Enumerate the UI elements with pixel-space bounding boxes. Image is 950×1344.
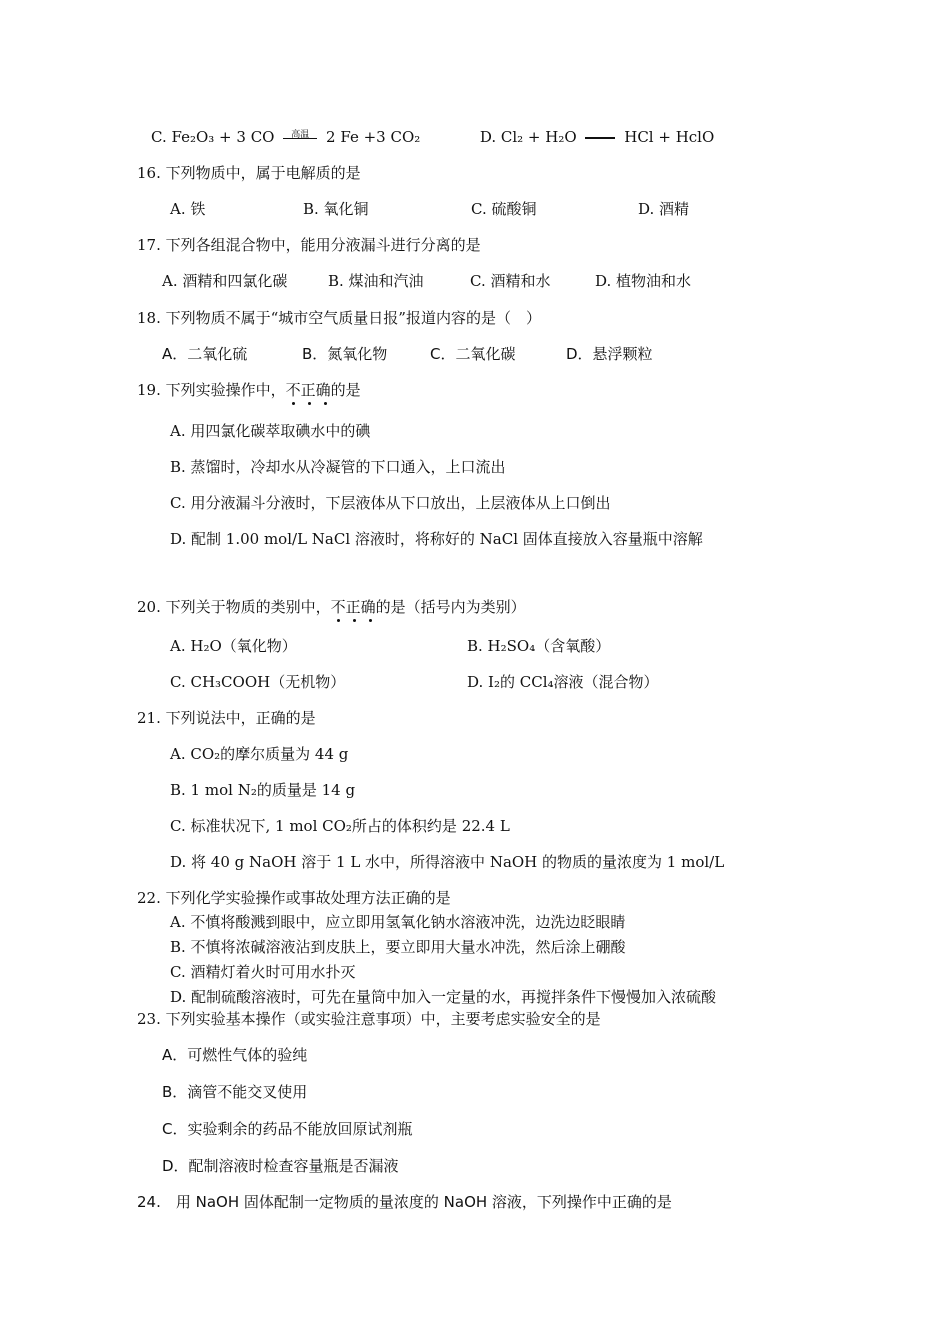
q16-option-d: D. 酒精 [638, 200, 690, 218]
q18-stem: 18. 下列物质不属于“城市空气质量日报”报道内容的是（ ） [137, 309, 541, 327]
q23-option-c: C．实验剩余的药品不能放回原试剂瓶 [162, 1120, 413, 1138]
emphasis-dot [353, 619, 356, 622]
q23-option-a: A．可燃性气体的验纯 [162, 1046, 308, 1064]
q20-stem-emphasis [331, 598, 376, 616]
q20-stem-pre: 20. 下列关于物质的类别中， [137, 598, 331, 616]
q15-option-d-lhs: Cl₂ + H₂O [500, 128, 577, 146]
q20-emphasis-text: 不正确 [330, 598, 376, 616]
reaction-arrow-high-temp [283, 129, 317, 140]
q16-stem: 16. 下列物质中，属于电解质的是 [137, 164, 361, 182]
q19-stem-post: 的是 [330, 381, 361, 399]
q23-option-b: B．滴管不能交叉使用 [162, 1083, 308, 1101]
q16-option-a: A. 铁 [170, 200, 206, 218]
q19-option-c: C. 用分液漏斗分液时，下层液体从下口放出，上层液体从上口倒出 [170, 494, 611, 512]
q22-option-d: D. 配制硫酸溶液时，可先在量筒中加入一定量的水，再搅拌条件下慢慢加入浓硫酸 [170, 988, 717, 1006]
q18-option-b: B．氮氧化物 [302, 345, 388, 363]
q21-option-b: B. 1 mol N₂的质量是 14 g [170, 781, 356, 799]
q17-option-a: A. 酒精和四氯化碳 [162, 272, 288, 290]
q20-option-a: A. H₂O（氧化物） [170, 637, 297, 655]
reaction-condition: 高温 [291, 129, 310, 140]
q24-stem: 24. 用 NaOH 固体配制一定物质的量浓度的 NaOH 溶液，下列操作中正确的是 [137, 1193, 672, 1211]
q19-stem-pre: 19. 下列实验操作中， [137, 381, 286, 399]
q20-option-c: C. CH₃COOH（无机物） [170, 673, 346, 691]
q19-stem [137, 380, 361, 400]
q22-option-a: A. 不慎将酸溅到眼中，应立即用氢氧化钠水溶液冲洗，边洗边眨眼睛 [170, 913, 626, 931]
q22-stem: 22. 下列化学实验操作或事故处理方法正确的是 [137, 889, 451, 907]
q17-option-c: C. 酒精和水 [470, 272, 551, 290]
q20-stem [137, 597, 526, 617]
emphasis-dot [369, 619, 372, 622]
q21-option-d: D. 将 40 g NaOH 溶于 1 L 水中，所得溶液中 NaOH 的物质的量浓度为 1 mol/L [170, 853, 725, 871]
q15-option-d-rhs: HCl + HclO [624, 128, 715, 146]
q21-option-c: C. 标准状况下, 1 mol CO₂所占的体积约是 22.4 L [170, 817, 510, 835]
q23-option-d: D．配制溶液时检查容量瓶是否漏液 [162, 1157, 399, 1175]
q19-stem-emphasis [286, 381, 331, 399]
q21-stem: 21. 下列说法中，正确的是 [137, 709, 316, 727]
emphasis-dot [308, 402, 311, 405]
q19-option-b: B. 蒸馏时，冷却水从冷凝管的下口通入，上口流出 [170, 458, 506, 476]
emphasis-dot [337, 619, 340, 622]
q20-stem-post: 的是（括号内为类别） [375, 598, 526, 616]
q17-stem: 17. 下列各组混合物中，能用分液漏斗进行分离的是 [137, 236, 481, 254]
q15-option-d-label: D. [479, 128, 497, 146]
q18-option-c: C．二氧化碳 [430, 345, 516, 363]
q16-option-b: B. 氧化铜 [303, 200, 369, 218]
q22-option-c: C. 酒精灯着火时可用水扑灭 [170, 963, 356, 981]
q15-option-c-rhs: 2 Fe +3 CO₂ [326, 128, 421, 146]
emphasis-dot [324, 402, 327, 405]
q15-options-line [151, 127, 714, 147]
q15-option-c-label: C. [151, 128, 167, 146]
q16-option-c: C. 硫酸铜 [471, 200, 537, 218]
q22-option-b: B. 不慎将浓碱溶液沾到皮肤上，要立即用大量水冲洗，然后涂上硼酸 [170, 938, 626, 956]
emphasis-dot [292, 402, 295, 405]
reaction-equilibrium-line [585, 137, 615, 139]
q18-option-a: A．二氧化硫 [162, 345, 248, 363]
q21-option-a: A. CO₂的摩尔质量为 44 g [170, 745, 349, 763]
q19-emphasis-text: 不正确 [285, 381, 331, 399]
q23-stem: 23. 下列实验基本操作（或实验注意事项）中，主要考虑实验安全的是 [137, 1010, 601, 1028]
q20-option-d: D. I₂的 CCl₄溶液（混合物） [467, 673, 659, 691]
q19-option-a: A. 用四氯化碳萃取碘水中的碘 [170, 422, 371, 440]
q17-option-b: B. 煤油和汽油 [328, 272, 424, 290]
q17-option-d: D. 植物油和水 [595, 272, 692, 290]
q20-option-b: B. H₂SO₄（含氧酸） [467, 637, 611, 655]
q15-option-c-lhs: Fe₂O₃ + 3 CO [171, 128, 275, 146]
q19-option-d: D. 配制 1.00 mol/L NaCl 溶液时，将称好的 NaCl 固体直接放入容量瓶中溶解 [170, 530, 703, 548]
q18-option-d: D．悬浮颗粒 [566, 345, 653, 363]
